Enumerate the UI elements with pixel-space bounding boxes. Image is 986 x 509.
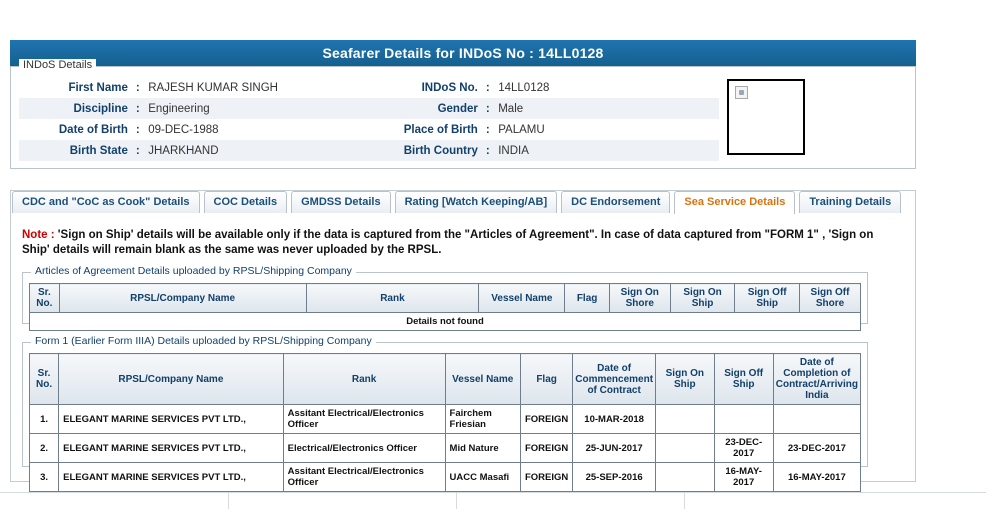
tab-rating-watch-keeping[interactable]: Rating [Watch Keeping/AB] [395, 191, 558, 213]
field-label: Date of Birth [58, 123, 128, 136]
cell-flag: FOREIGN [520, 405, 572, 434]
cell-rank: Assitant Electrical/Electronics Officer [283, 405, 445, 434]
seafarer-photo [727, 79, 805, 155]
column-header-company: RPSL/Company Name [59, 284, 306, 313]
cell-commencement-date: 10-MAR-2018 [573, 405, 656, 434]
column-header-rank: Rank [306, 284, 479, 313]
cell-sign-off-ship: 23-DEC-2017 [714, 434, 773, 463]
cell-commencement-date: 25-JUN-2017 [573, 434, 656, 463]
table-header-row [30, 284, 861, 313]
indos-details-legend: INDoS Details [19, 59, 96, 71]
column-header-rank: Rank [283, 354, 445, 405]
field-colon: : [132, 98, 144, 119]
field-label: First Name [68, 81, 128, 94]
cell-vessel: Fairchem Friesian [445, 405, 520, 434]
form1-table [29, 353, 861, 492]
articles-of-agreement-table [29, 283, 861, 331]
table-row [30, 463, 861, 492]
cell-completion-date: 23-DEC-2017 [773, 434, 860, 463]
table-row [19, 77, 719, 98]
cell-flag: FOREIGN [520, 463, 572, 492]
cell-company: ELEGANT MARINE SERVICES PVT LTD., [59, 463, 284, 492]
column-header-sign-on-shore: Sign On Shore [609, 284, 670, 313]
table-row [19, 140, 719, 161]
note-label: Note : [22, 229, 55, 241]
cell-sr-no: 3. [30, 463, 59, 492]
column-header-completion-date: Date of Completion of Contract/Arriving India [773, 354, 860, 405]
cell-company: ELEGANT MARINE SERVICES PVT LTD., [59, 405, 284, 434]
cell-completion-date: 16-MAY-2017 [773, 463, 860, 492]
column-header-sign-on-ship: Sign On Ship [656, 354, 715, 405]
field-colon: : [135, 123, 140, 136]
indos-details-table [19, 77, 719, 161]
column-header-company: RPSL/Company Name [59, 354, 284, 405]
cell-sign-on-ship [656, 463, 715, 492]
field-label: Place of Birth [403, 123, 478, 136]
broken-image-icon [735, 86, 748, 99]
table-row [30, 405, 861, 434]
cell-completion-date [773, 405, 860, 434]
field-value: JHARKHAND [144, 140, 369, 161]
table-row-empty [30, 313, 861, 331]
footer-divider [684, 493, 685, 509]
field-value: PALAMU [498, 123, 545, 136]
cell-sign-off-ship [714, 405, 773, 434]
column-header-vessel: Vessel Name [479, 284, 565, 313]
note-body: 'Sign on Ship' details will be available only if the data is captured from the "Articles of Agreement". In case of data captured from "FORM 1" , 'Sign on Ship' details will remain blank as the same was never uploaded by the RPSL. [22, 229, 874, 256]
field-label: Birth State [19, 140, 132, 161]
field-colon: : [482, 98, 494, 119]
footer-strip [0, 492, 986, 509]
column-header-sr-no: Sr. No. [30, 354, 59, 405]
tab-training-details[interactable]: Training Details [799, 191, 901, 213]
field-value: Engineering [144, 98, 369, 119]
tab-dc-endorsement[interactable]: DC Endorsement [561, 191, 670, 213]
cell-rank: Assitant Electrical/Electronics Officer [283, 463, 445, 492]
column-header-flag: Flag [565, 284, 609, 313]
field-value: 09-DEC-1988 [148, 123, 219, 136]
cell-sr-no: 1. [30, 405, 59, 434]
column-header-sign-off-shore: Sign Off Shore [799, 284, 860, 313]
tab-coc-details[interactable]: COC Details [204, 191, 288, 213]
table-row [19, 119, 719, 140]
cell-commencement-date: 25-SEP-2016 [573, 463, 656, 492]
table-row [30, 434, 861, 463]
tab-gmdss-details[interactable]: GMDSS Details [291, 191, 390, 213]
tab-bar [12, 191, 902, 213]
cell-company: ELEGANT MARINE SERVICES PVT LTD., [59, 434, 284, 463]
field-value: 14LL0128 [498, 81, 550, 94]
field-colon: : [485, 81, 490, 94]
field-value: Male [494, 98, 719, 119]
form1-legend: Form 1 (Earlier Form IIIA) Details uploaded by RPSL/Shipping Company [31, 335, 376, 347]
field-colon: : [135, 81, 140, 94]
articles-of-agreement-legend: Articles of Agreement Details uploaded by RPSL/Shipping Company [31, 265, 356, 277]
field-label: Discipline [19, 98, 132, 119]
column-header-commencement-date: Date of Commencement of Contract [573, 354, 656, 405]
field-colon: : [485, 123, 490, 136]
column-header-sr-no: Sr. No. [30, 284, 60, 313]
footer-divider [228, 493, 229, 509]
column-header-sign-on-ship: Sign On Ship [670, 284, 735, 313]
column-header-sign-off-ship: Sign Off Ship [735, 284, 800, 313]
field-label: Birth Country [369, 140, 482, 161]
table-row [19, 98, 719, 119]
footer-divider [456, 493, 457, 509]
field-value: RAJESH KUMAR SINGH [148, 81, 278, 94]
cell-vessel: Mid Nature [445, 434, 520, 463]
note-text [22, 228, 888, 258]
field-value: INDIA [494, 140, 719, 161]
tab-cdc-coc-as-cook[interactable]: CDC and "CoC as Cook" Details [12, 191, 200, 213]
column-header-vessel: Vessel Name [445, 354, 520, 405]
no-data-message: Details not found [30, 313, 861, 331]
field-colon: : [132, 140, 144, 161]
cell-sign-off-ship: 16-MAY-2017 [714, 463, 773, 492]
articles-of-agreement-section [22, 265, 868, 327]
cell-rank: Electrical/Electronics Officer [283, 434, 445, 463]
cell-vessel: UACC Masafi [445, 463, 520, 492]
field-label: INDoS No. [421, 81, 478, 94]
form1-section [22, 335, 868, 488]
cell-sign-on-ship [656, 405, 715, 434]
column-header-flag: Flag [520, 354, 572, 405]
tab-sea-service-details[interactable]: Sea Service Details [674, 191, 795, 214]
cell-sr-no: 2. [30, 434, 59, 463]
field-colon: : [482, 140, 494, 161]
field-label: Gender [369, 98, 482, 119]
column-header-sign-off-ship: Sign Off Ship [714, 354, 773, 405]
cell-flag: FOREIGN [520, 434, 572, 463]
table-header-row [30, 354, 861, 405]
indos-details-section [10, 59, 916, 169]
cell-sign-on-ship [656, 434, 715, 463]
page-title: Seafarer Details for INDoS No : 14LL0128 [10, 40, 916, 66]
